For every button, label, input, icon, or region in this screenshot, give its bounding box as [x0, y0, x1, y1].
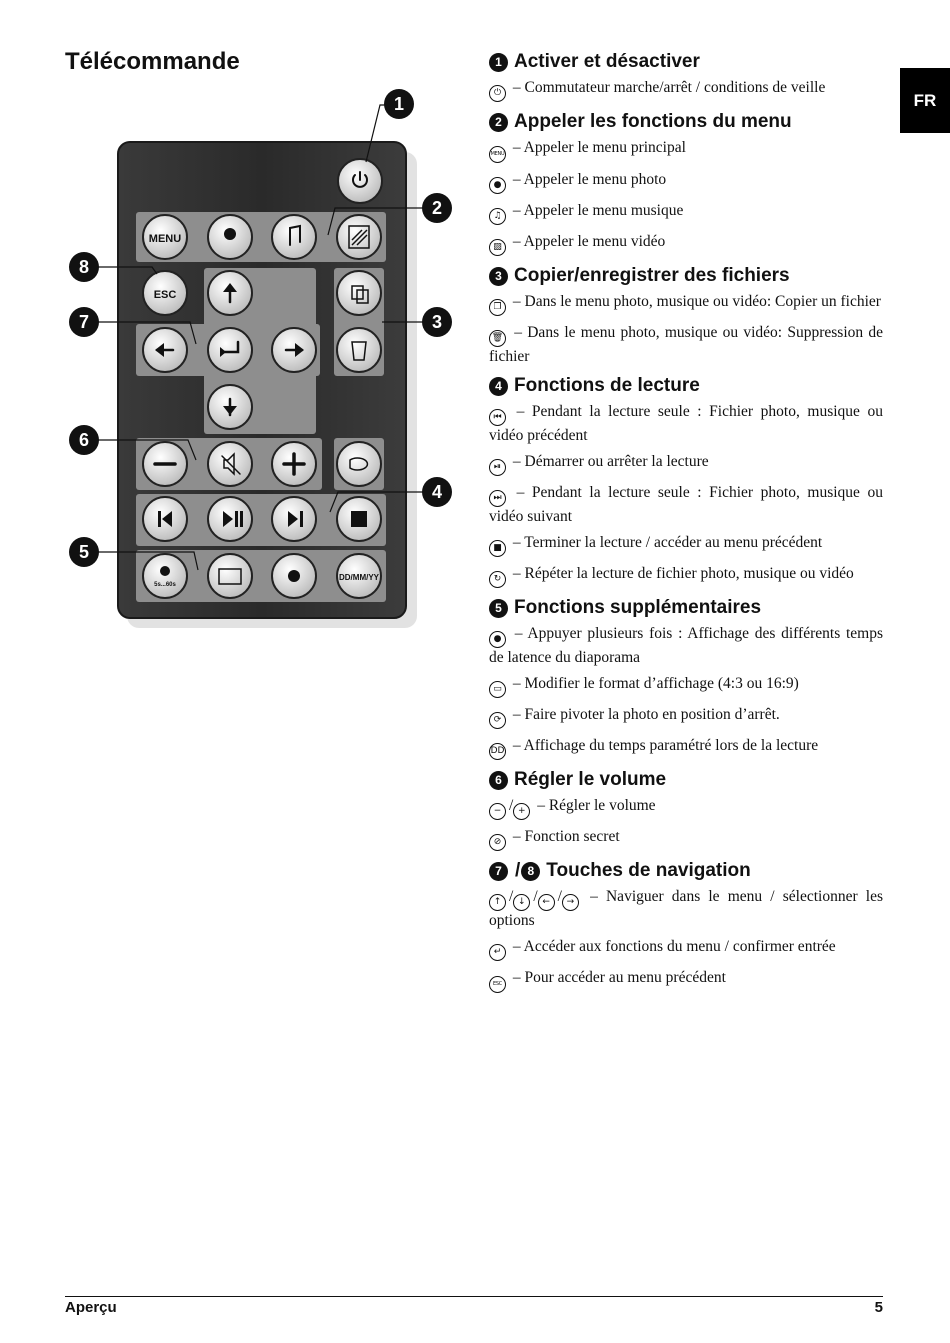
section-number-badge: 1	[489, 53, 508, 72]
menu-icon: MENU	[489, 146, 506, 163]
description-text: – Pendant la lecture seule : Fichier photo, musique ou vidéo suivant	[489, 484, 883, 525]
description-item	[489, 201, 883, 225]
footer-rule	[65, 1296, 883, 1297]
remote-control-illustration	[60, 80, 460, 640]
description-text: – Commutateur marche/arrêt / conditions de veille	[512, 79, 826, 96]
slideshow-delay-icon: ●	[489, 631, 506, 648]
icon-separator: /	[509, 888, 514, 905]
description-item	[489, 887, 883, 930]
description-text: – Fonction secret	[512, 828, 620, 845]
icon-separator: /	[533, 888, 538, 905]
callout-8: 8	[78, 257, 90, 277]
esc-icon: ESC	[489, 976, 506, 993]
section-heading	[489, 374, 883, 398]
description-item	[489, 452, 883, 476]
page-number: 5	[874, 1299, 883, 1316]
delete-button	[337, 328, 381, 372]
description-text: – Dans le menu photo, musique ou vidéo: Suppression de fichier	[489, 324, 884, 365]
section-title: Activer et désactiver	[514, 51, 700, 72]
music-button	[272, 215, 316, 259]
enter-button	[208, 328, 252, 372]
section-heading	[489, 264, 883, 288]
description-text: – Dans le menu photo, musique ou vidéo: Copier un fichier	[512, 293, 881, 310]
copy-icon: ❐	[489, 299, 506, 316]
repeat-icon: ↻	[489, 571, 506, 588]
rotate-icon: ⟳	[489, 712, 506, 729]
description-item	[489, 796, 883, 820]
description-text: – Faire pivoter la photo en position d’arrêt.	[512, 706, 780, 723]
description-item	[489, 138, 883, 163]
callout-7: 7	[78, 312, 90, 332]
description-item	[489, 402, 883, 445]
icon-separator: /	[557, 888, 562, 905]
function-descriptions	[489, 50, 883, 1001]
arrow-left-icon: ←	[538, 894, 555, 911]
enter-icon: ↵	[489, 944, 506, 961]
section-title: Régler le volume	[514, 769, 667, 790]
footer-section-name: Aperçu	[65, 1299, 117, 1316]
delay-label: 5s...60s	[154, 582, 176, 588]
section-title: Touches de navigation	[546, 860, 751, 881]
description-item	[489, 827, 883, 851]
description-item	[489, 533, 883, 557]
description-text: – Modifier le format d’affichage (4:3 ou 16:9)	[512, 675, 799, 692]
description-text: – Appeler le menu photo	[512, 171, 667, 188]
section-number-badge: 6	[489, 771, 508, 790]
callout-5: 5	[78, 542, 90, 562]
description-text: – Appeler le menu vidéo	[512, 233, 666, 250]
description-item	[489, 968, 883, 993]
section-number-badge: 4	[489, 377, 508, 396]
section-7	[489, 859, 883, 993]
description-text: – Accéder aux fonctions du menu / confirmer entrée	[512, 938, 836, 955]
mute-icon: ⊘	[489, 834, 506, 851]
section-number-badge: 5	[489, 599, 508, 618]
description-text: – Régler le volume	[537, 797, 656, 814]
aspect-ratio-icon: ▭	[489, 681, 506, 698]
description-text: – Terminer la lecture / accéder au menu précédent	[512, 534, 823, 551]
description-item	[489, 483, 883, 526]
volume-up-icon: +	[513, 803, 530, 820]
next-icon: ⏭	[489, 490, 506, 507]
callout-4: 4	[431, 482, 443, 502]
description-item	[489, 736, 883, 760]
photo-icon	[224, 228, 236, 240]
page-title: Télécommande	[65, 48, 240, 75]
description-text: – Appeler le menu musique	[512, 202, 684, 219]
callout-2: 2	[431, 198, 443, 218]
previous-icon	[158, 511, 161, 527]
section-title: Appeler les fonctions du menu	[514, 111, 792, 132]
section-number-badge: 8	[521, 862, 540, 881]
callout-1: 1	[393, 94, 405, 114]
esc-label: ESC	[153, 289, 177, 301]
section-2	[489, 110, 883, 256]
photo-icon: ●	[489, 177, 506, 194]
separator: /	[515, 860, 521, 881]
stop-icon: ■	[489, 540, 506, 557]
section-1	[489, 50, 883, 102]
description-item	[489, 705, 883, 729]
section-5	[489, 596, 883, 760]
menu-label: MENU	[148, 233, 182, 245]
copy-button	[337, 271, 381, 315]
slideshow-delay-icon	[160, 566, 170, 576]
description-text: – Naviguer dans le menu / sélectionner les options	[489, 888, 883, 929]
previous-icon: ⏮	[489, 409, 506, 426]
remote-svg	[60, 80, 460, 640]
description-text: – Appuyer plusieurs fois : Affichage des différents temps de latence du diaporama	[489, 625, 883, 666]
section-4	[489, 374, 883, 588]
description-text: – Appeler le menu principal	[512, 139, 686, 156]
callout-6: 6	[78, 430, 90, 450]
description-item	[489, 624, 883, 667]
repeat-button	[337, 442, 381, 486]
description-item	[489, 232, 883, 256]
section-6	[489, 768, 883, 851]
stop-icon	[351, 511, 367, 527]
section-heading	[489, 768, 883, 792]
description-item	[489, 564, 883, 588]
language-tab: FR	[900, 68, 950, 133]
aspect-ratio-button	[208, 554, 252, 598]
section-heading	[489, 110, 883, 134]
description-item	[489, 674, 883, 698]
description-text: – Pendant la lecture seule : Fichier photo, musique ou vidéo précédent	[489, 403, 883, 444]
section-number-badge: 3	[489, 267, 508, 286]
date-icon: DD	[489, 743, 506, 760]
section-title: Copier/enregistrer des fichiers	[514, 265, 790, 286]
section-title: Fonctions supplémentaires	[514, 597, 762, 618]
power-icon: ⏻	[489, 85, 506, 102]
description-text: – Pour accéder au menu précédent	[512, 969, 726, 986]
description-text: – Démarrer ou arrêter la lecture	[512, 453, 709, 470]
section-heading	[489, 50, 883, 74]
video-icon: ▨	[489, 239, 506, 256]
section-heading	[489, 859, 883, 883]
description-item	[489, 937, 883, 961]
arrow-up-icon: ↑	[489, 894, 506, 911]
description-text: – Répéter la lecture de fichier photo, musique ou vidéo	[512, 565, 854, 582]
rotate-icon	[288, 570, 300, 582]
date-label: DD/MM/YY	[339, 573, 379, 582]
arrow-down-icon: ↓	[513, 894, 530, 911]
description-item	[489, 323, 883, 366]
description-item	[489, 292, 883, 316]
arrow-right-icon: →	[562, 894, 579, 911]
section-3	[489, 264, 883, 366]
description-text: – Affichage du temps paramétré lors de la lecture	[512, 737, 819, 754]
volume-down-icon: −	[489, 803, 506, 820]
icon-separator: /	[509, 797, 514, 814]
callout-3: 3	[431, 312, 443, 332]
section-title: Fonctions de lecture	[514, 375, 700, 396]
section-number-badge: 2	[489, 113, 508, 132]
section-heading	[489, 596, 883, 620]
section-number-badge: 7	[489, 862, 508, 881]
description-item	[489, 170, 883, 194]
music-icon: ♫	[489, 208, 506, 225]
delete-icon: 🗑	[489, 330, 506, 347]
description-item	[489, 78, 883, 102]
play-pause-icon: ⏯	[489, 459, 506, 476]
